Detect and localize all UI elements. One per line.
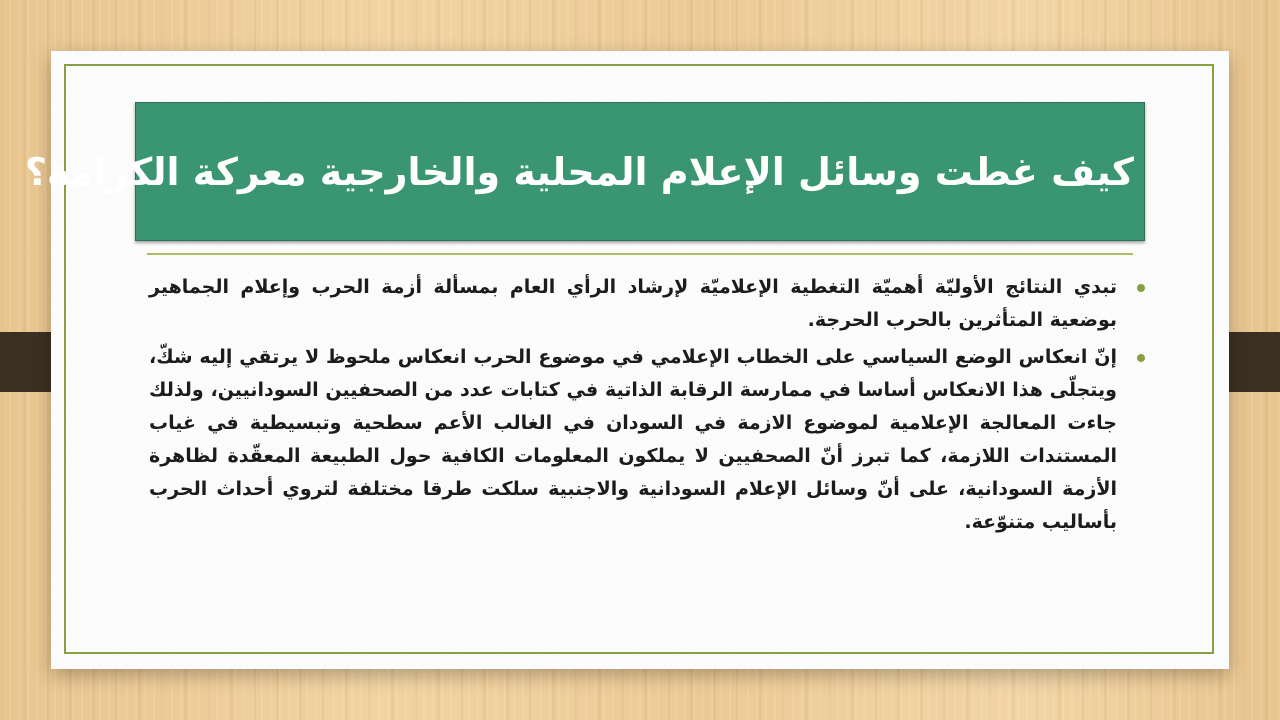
slide-title-box xyxy=(24,102,1145,241)
title-divider xyxy=(147,253,1133,255)
slide-card xyxy=(24,51,1229,669)
slide-title: كيف غطت وسائل الإعلام المحلية والخارجية معركة الكرامة؟ xyxy=(24,149,1134,194)
bullet-item xyxy=(149,271,1145,337)
bullet-list xyxy=(149,271,1145,543)
bullet-dot-icon xyxy=(1137,354,1145,362)
bullet-dot-icon xyxy=(1137,284,1145,292)
bullet-text: تبدي النتائج الأوليّة أهميّة التغطية الإعلاميّة لإرشاد الرأي العام بمسألة أزمة الحرب وإعلام الجماهير بوضعية المتأثرين بالحرب الحرجة. xyxy=(149,276,1117,331)
bullet-item xyxy=(149,341,1145,539)
bullet-text: إنّ انعكاس الوضع السياسي على الخطاب الإعلامي في موضوع الحرب انعكاس ملحوظ لا يرتقي إليه شكّ، ويتجلّى هذا الانعكاس أساسا في ممارسة الرقابة الذاتية في كتابات عدد من الصحفيين السودانيين، ولذلك جاءت المعالجة الإعلامية لموضوع الازمة في السودان في الغالب الأعم سطحية وتبسيطية في غياب المستندات اللازمة، كما تبرز أنّ الصحفيين لا يملكون المعلومات الكافية حول الطبيعة المعقّدة لظاهرة الأزمة السودانية، على أنّ وسائل الإعلام السودانية والاجنبية سلكت طرقا مختلفة لتروي أحداث الحرب بأساليب متنوّعة. xyxy=(149,346,1117,533)
